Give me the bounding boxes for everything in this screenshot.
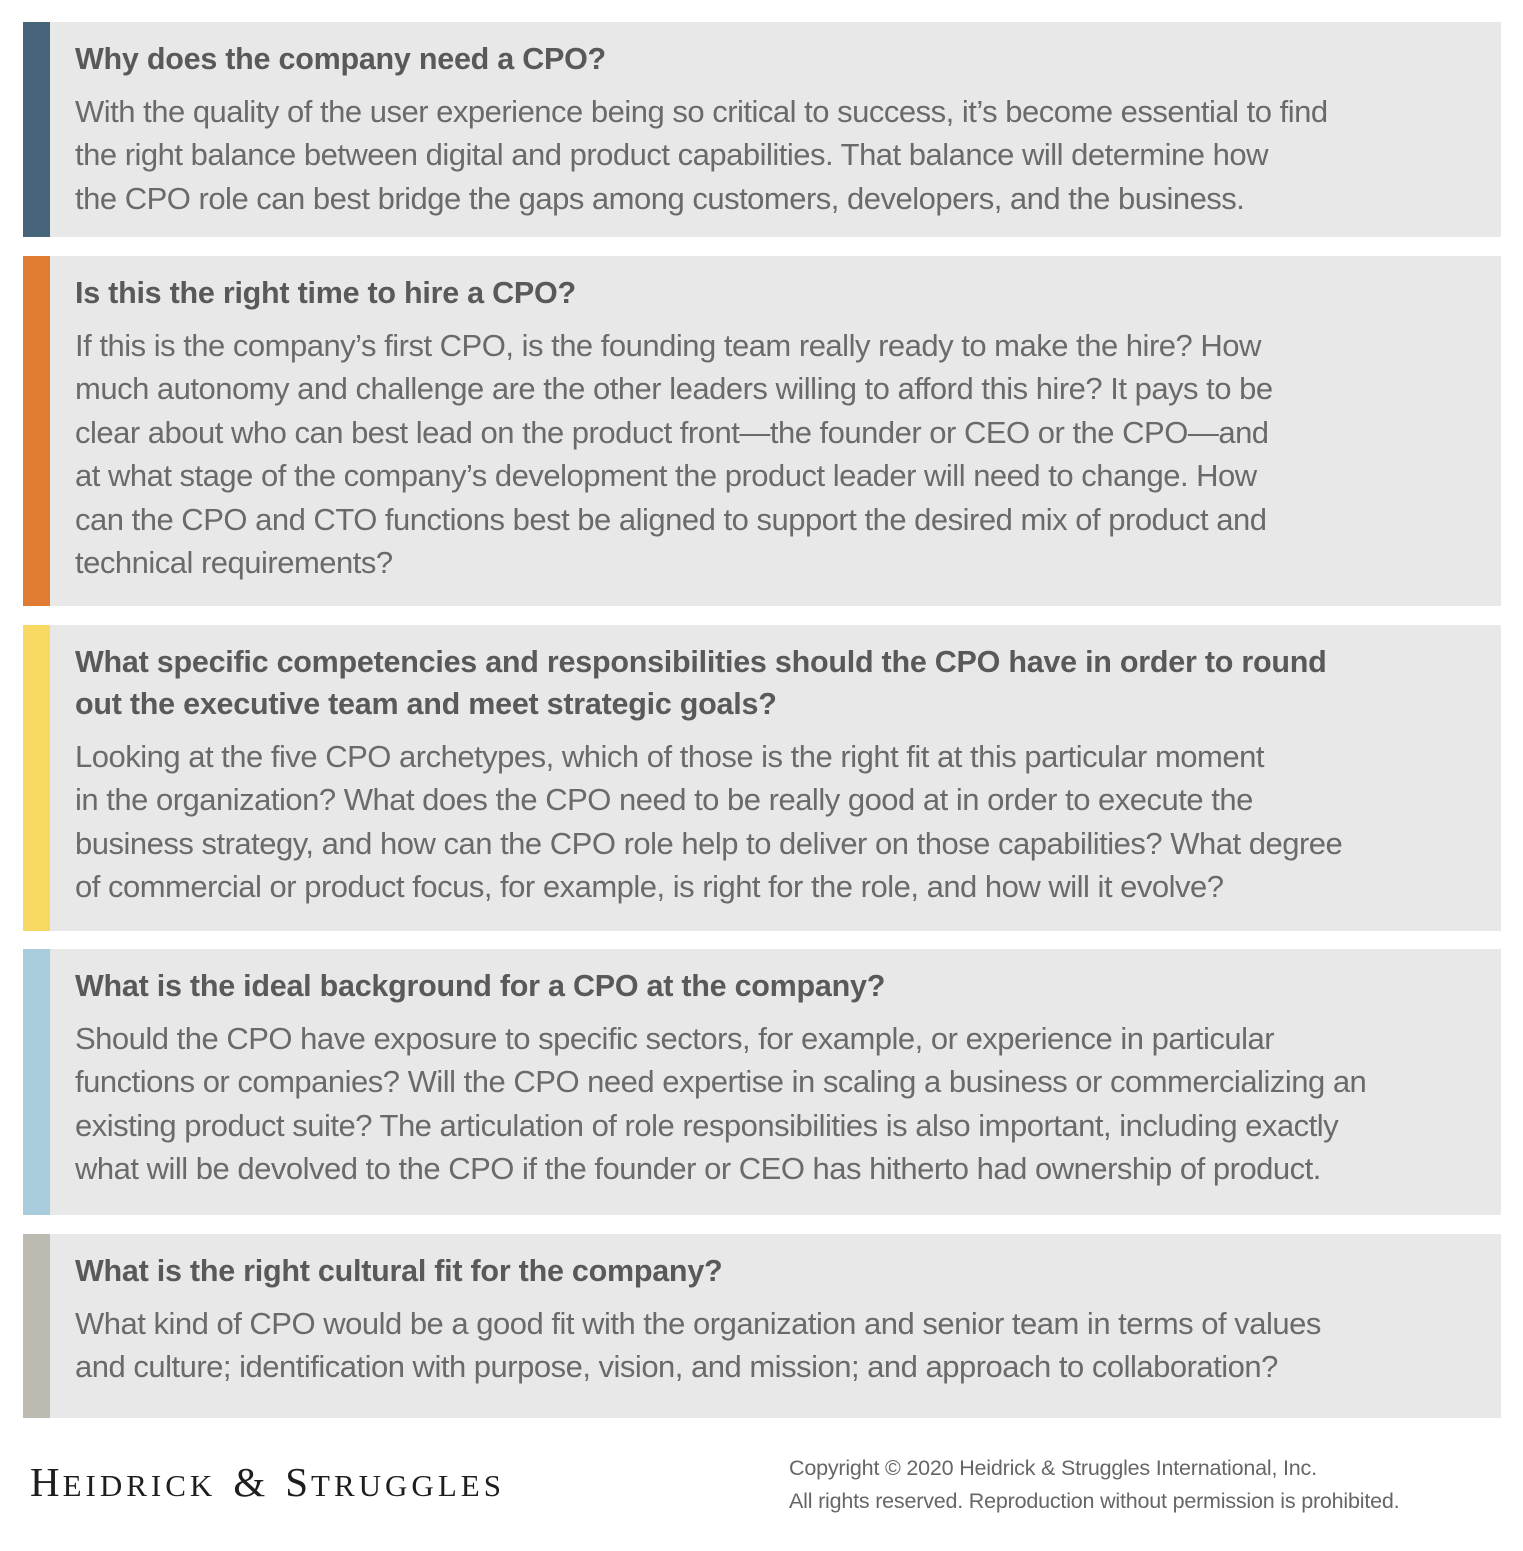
card-question: What specific competencies and responsibilities should the CPO have in order to round out the executive team and meet strategic goals?	[75, 645, 1327, 721]
accent-bar	[23, 256, 50, 606]
accent-bar	[23, 1234, 50, 1418]
question-card-need-cpo	[23, 22, 1501, 237]
question-card-right-time	[23, 256, 1501, 606]
heidrick-struggles-logo: HEIDRICK & STRUGGLES	[30, 1459, 505, 1505]
card-answer: Looking at the five CPO archetypes, which of those is the right fit at this particular moment in the organization? What does the CPO need to be really good at in order to execute the business strategy, and how can the CPO role help to deliver on those capabilities? What degree of commercial or product focus, for example, is right for the role, and how will it evolve?	[75, 739, 1343, 905]
copyright-line-1: Copyright © 2020 Heidrick & Struggles International, Inc.	[789, 1456, 1317, 1480]
accent-bar	[23, 949, 50, 1215]
card-answer: What kind of CPO would be a good fit with the organization and senior team in terms of values and culture; identification with purpose, vision, and mission; and approach to collaboration?	[75, 1306, 1321, 1385]
copyright-notice	[789, 1452, 1399, 1518]
accent-bar	[23, 22, 50, 237]
accent-bar	[23, 625, 50, 931]
card-answer: With the quality of the user experience being so critical to success, it’s become essential to find the right balance between digital and product capabilities. That balance will determine how the CPO role can best bridge the gaps among customers, developers, and the business.	[75, 94, 1328, 216]
card-question: Is this the right time to hire a CPO?	[75, 276, 576, 310]
card-question: What is the ideal background for a CPO at the company?	[75, 969, 886, 1003]
card-answer: If this is the company’s first CPO, is the founding team really ready to make the hire? How much autonomy and challenge are the other leaders willing to afford this hire? It pays to be clear about who can best lead on the product front—the founder or CEO or the CPO—and at what stage of the company’s development the product leader will need to change. How can the CPO and CTO functions best be aligned to support the desired mix of product and technical requirements?	[75, 328, 1273, 581]
card-question: Why does the company need a CPO?	[75, 42, 606, 76]
question-card-background	[23, 949, 1501, 1215]
card-answer: Should the CPO have exposure to specific sectors, for example, or experience in particular functions or companies? Will the CPO need expertise in scaling a business or commercializing an existing product suite? The articulation of role responsibilities is also important, including exactly what will be devolved to the CPO if the founder or CEO has hitherto had ownership of product.	[75, 1021, 1367, 1187]
question-card-cultural-fit	[23, 1234, 1501, 1418]
question-card-competencies	[23, 625, 1501, 931]
copyright-line-2: All rights reserved. Reproduction without permission is prohibited.	[789, 1489, 1400, 1513]
card-question: What is the right cultural fit for the company?	[75, 1254, 723, 1288]
